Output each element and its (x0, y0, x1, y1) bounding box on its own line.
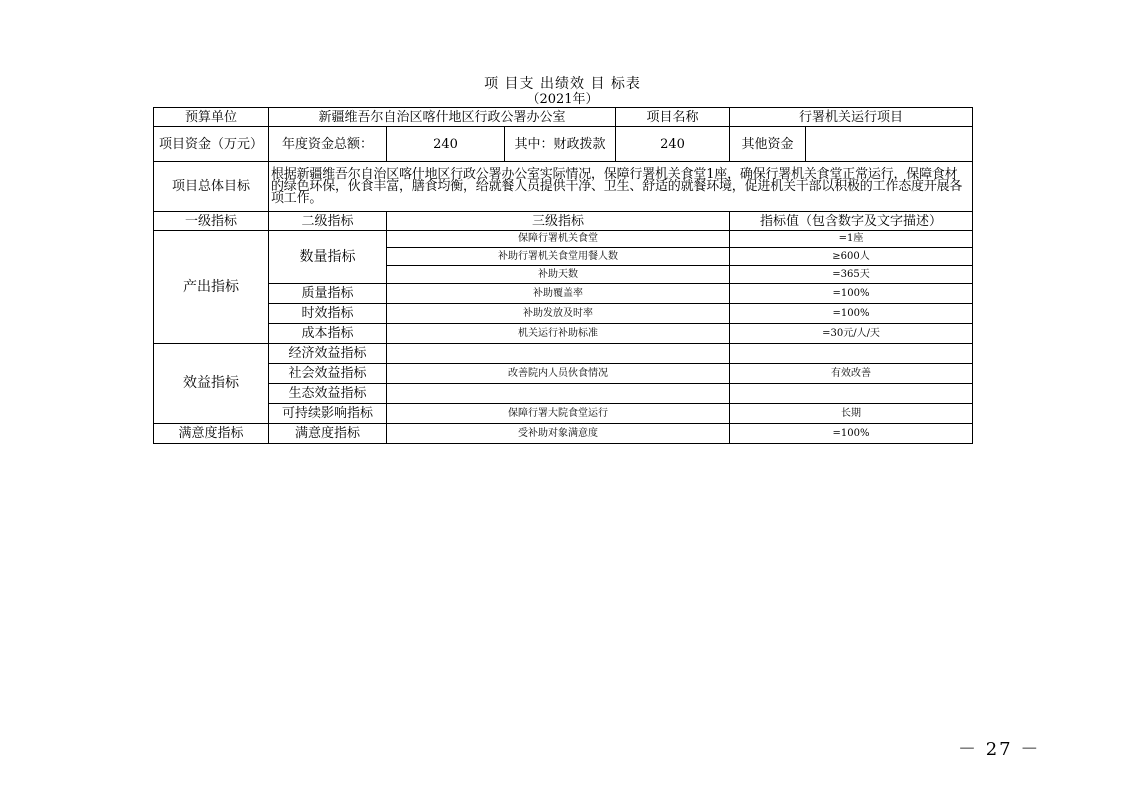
level3-indicator: 受补助对象满意度 (387, 424, 730, 444)
level1-output: 产出指标 (154, 231, 269, 344)
level3-indicator: 保障行署机关食堂 (387, 231, 730, 248)
indicator-value: =1座 (730, 231, 973, 248)
budget-unit-label: 预算单位 (154, 108, 269, 127)
indicator-value: =100% (730, 304, 973, 324)
level2-timeliness: 时效指标 (269, 304, 387, 324)
level2-quality: 质量指标 (269, 284, 387, 304)
document-year: （2021年） (526, 92, 599, 107)
indicator-value: 长期 (730, 404, 973, 424)
performance-target-table (153, 107, 973, 444)
project-name-value: 行署机关运行项目 (730, 108, 973, 127)
indicator-value: =365天 (730, 266, 973, 284)
level2-social: 社会效益指标 (269, 364, 387, 384)
level3-indicator: 补助行署机关食堂用餐人数 (387, 248, 730, 266)
indicator-value: =100% (730, 424, 973, 444)
other-funds-value (806, 127, 973, 162)
level2-economic: 经济效益指标 (269, 344, 387, 364)
overall-goal-text: 根据新疆维吾尔自治区喀什地区行政公署办公室实际情况，保障行署机关食堂1座，确保行署机关食堂正常运行，保障食材的绿色环保，伙食丰富，膳食均衡，给就餐人员提供干净、卫生、舒适的就餐环境，促进机关干部以积极的工作态度开展各项工作。 (269, 162, 973, 212)
level2-quantity: 数量指标 (269, 231, 387, 284)
fiscal-funds-value: 240 (616, 127, 730, 162)
indicator-value: =100% (730, 284, 973, 304)
level3-indicator: 补助天数 (387, 266, 730, 284)
level1-benefit: 效益指标 (154, 344, 269, 424)
document-title: 项 目支 出绩效 目 标表 (484, 76, 641, 92)
annual-total-label: 年度资金总额： (269, 127, 387, 162)
indicator-value (730, 384, 973, 404)
indicator-value: ≥600人 (730, 248, 973, 266)
level2-sustainable: 可持续影响指标 (269, 404, 387, 424)
level3-indicator: 补助发放及时率 (387, 304, 730, 324)
level1-header: 一级指标 (154, 212, 269, 231)
project-funds-label: 项目资金（万元） (154, 127, 269, 162)
other-funds-label: 其他资金 (730, 127, 806, 162)
indicator-value: =30元/人/天 (730, 324, 973, 344)
level2-ecological: 生态效益指标 (269, 384, 387, 404)
level2-cost: 成本指标 (269, 324, 387, 344)
indicator-value: 有效改善 (730, 364, 973, 384)
annual-total-value: 240 (387, 127, 505, 162)
page-number: － 27 － (958, 739, 1041, 760)
level3-indicator (387, 384, 730, 404)
level2-satisfaction: 满意度指标 (269, 424, 387, 444)
level1-satisfaction: 满意度指标 (154, 424, 269, 444)
level3-indicator: 改善院内人员伙食情况 (387, 364, 730, 384)
level3-indicator: 保障行署大院食堂运行 (387, 404, 730, 424)
budget-unit-value: 新疆维吾尔自治区喀什地区行政公署办公室 (269, 108, 616, 127)
indicator-value-header: 指标值（包含数字及文字描述） (730, 212, 973, 231)
level2-header: 二级指标 (269, 212, 387, 231)
indicator-value (730, 344, 973, 364)
level3-indicator: 机关运行补助标准 (387, 324, 730, 344)
level3-indicator (387, 344, 730, 364)
level3-header: 三级指标 (387, 212, 730, 231)
level3-indicator: 补助覆盖率 (387, 284, 730, 304)
overall-goal-label: 项目总体目标 (154, 162, 269, 212)
project-name-label: 项目名称 (616, 108, 730, 127)
fiscal-funds-label: 其中：财政拨款 (505, 127, 616, 162)
